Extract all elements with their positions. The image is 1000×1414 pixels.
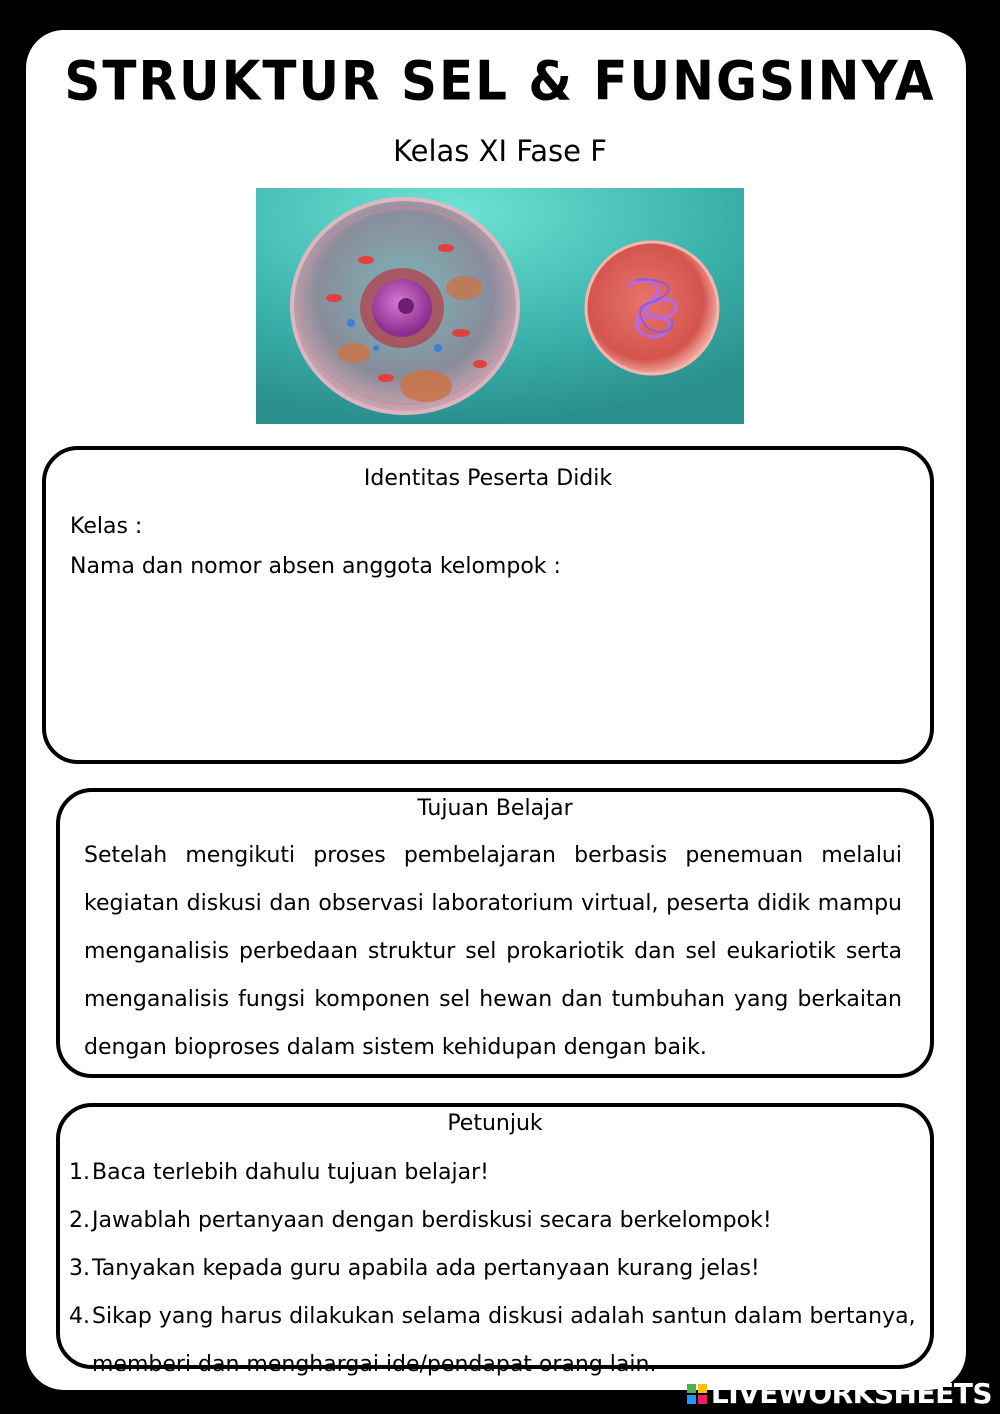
list-item: 4. Sikap yang harus dilakukan selama diskusi adalah santun dalam bertanya, [69, 1304, 916, 1329]
cell-illustration [256, 188, 744, 424]
liveworksheets-logo-icon [687, 1384, 707, 1404]
identity-box [42, 446, 934, 764]
list-item: memberi dan menghargai ide/pendapat orang lain. [92, 1352, 657, 1377]
identity-heading: Identitas Peserta Didik [363, 466, 613, 491]
learning-goal-text: Setelah mengikuti proses pembelajaran berbasis penemuan melalui kegiatan diskusi dan observasi laboratorium virtual, peserta didik mampu menganalisis perbedaan struktur sel prokariotik dan sel eukariotik serta menganalisis fungsi komponen sel hewan dan tumbuhan yang berkaitan dengan bioproses dalam sistem kehidupan dengan baik. [84, 843, 902, 1060]
learning-goal-box [56, 788, 934, 1078]
instructions-heading: Petunjuk [447, 1111, 543, 1136]
instructions-box [56, 1103, 934, 1377]
list-item: 1. Baca terlebih dahulu tujuan belajar! [69, 1160, 489, 1185]
instructions-list [66, 1149, 926, 1389]
page-title: STRUKTUR SEL & FUNGSINYA [64, 49, 936, 113]
page-subtitle: Kelas XI Fase F [393, 134, 607, 168]
list-item: 2. Jawablah pertanyaan dengan berdiskusi secara berkelompok! [69, 1208, 772, 1233]
brand-name: LIVEWORKSHEETS [710, 1377, 992, 1410]
list-item: 3. Tanyakan kepada guru apabila ada pertanyaan kurang jelas! [69, 1256, 760, 1281]
learning-goal-heading: Tujuan Belajar [417, 796, 573, 821]
group-members-label: Nama dan nomor absen anggota kelompok : [70, 554, 561, 579]
class-label: Kelas : [70, 514, 143, 539]
liveworksheets-brand[interactable] [687, 1377, 992, 1410]
